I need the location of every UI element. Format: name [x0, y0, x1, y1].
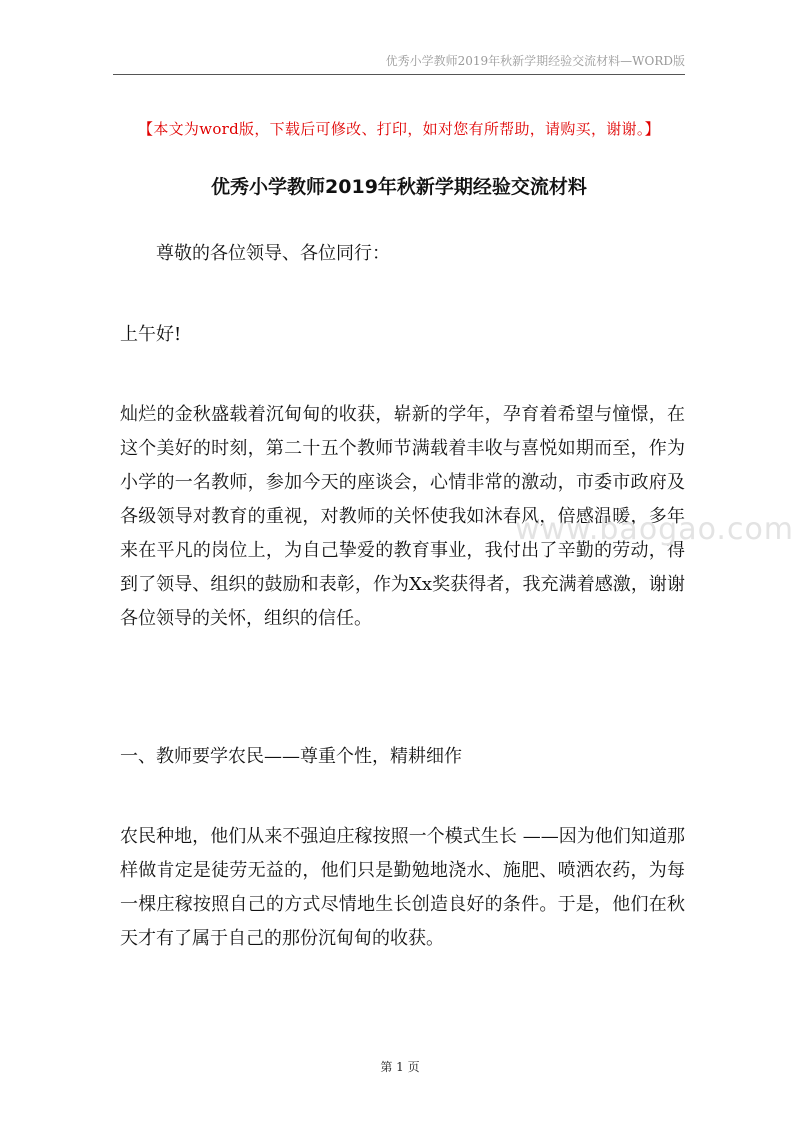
document-title: 优秀小学教师2019年秋新学期经验交流材料: [211, 176, 587, 198]
greeting: 上午好!: [120, 324, 182, 345]
watermark: www.baogao.com: [515, 512, 795, 547]
purchase-notice: 【本文为word版，下载后可修改、打印，如对您有所帮助，请购买，谢谢。】: [138, 120, 660, 138]
page-number: 第 1 页: [380, 1060, 420, 1074]
body-paragraph-1: 灿烂的金秋盛载着沉甸甸的收获，崭新的学年，孕育着希望与憧憬，在这个美好的时刻，第二十五个教师节满载着丰收与喜悦如期而至，作为小学的一名教师，参加今天的座谈会，心情非常的激动，市委市政府及各级领导对教育的重视，对教师的关怀使我如沐春风，倍感温暖，多年来在平凡的岗位上，为自己挚爱的教育事业，我付出了辛勤的劳动，得到了领导、组织的鼓励和表彰，作为Xx奖获得者，我充满着感激，谢谢各位领导的关怀，组织的信任。: [120, 404, 685, 629]
running-header: 优秀小学教师2019年秋新学期经验交流材料—WORD版: [385, 54, 685, 68]
header-divider: [113, 74, 685, 75]
section-heading-1: 一、教师要学农民——尊重个性，精耕细作: [120, 746, 462, 767]
body-paragraph-2: 农民种地，他们从来不强迫庄稼按照一个模式生长 ——因为他们知道那样做肯定是徒劳无益的，他们只是勤勉地浇水、施肥、喷洒农药，为每一棵庄稼按照自己的方式尽情地生长创造良好的条件。于是，他们在秋天才有了属于自己的那份沉甸甸的收获。: [120, 826, 685, 949]
salutation: 尊敬的各位领导、各位同行：: [156, 243, 390, 264]
